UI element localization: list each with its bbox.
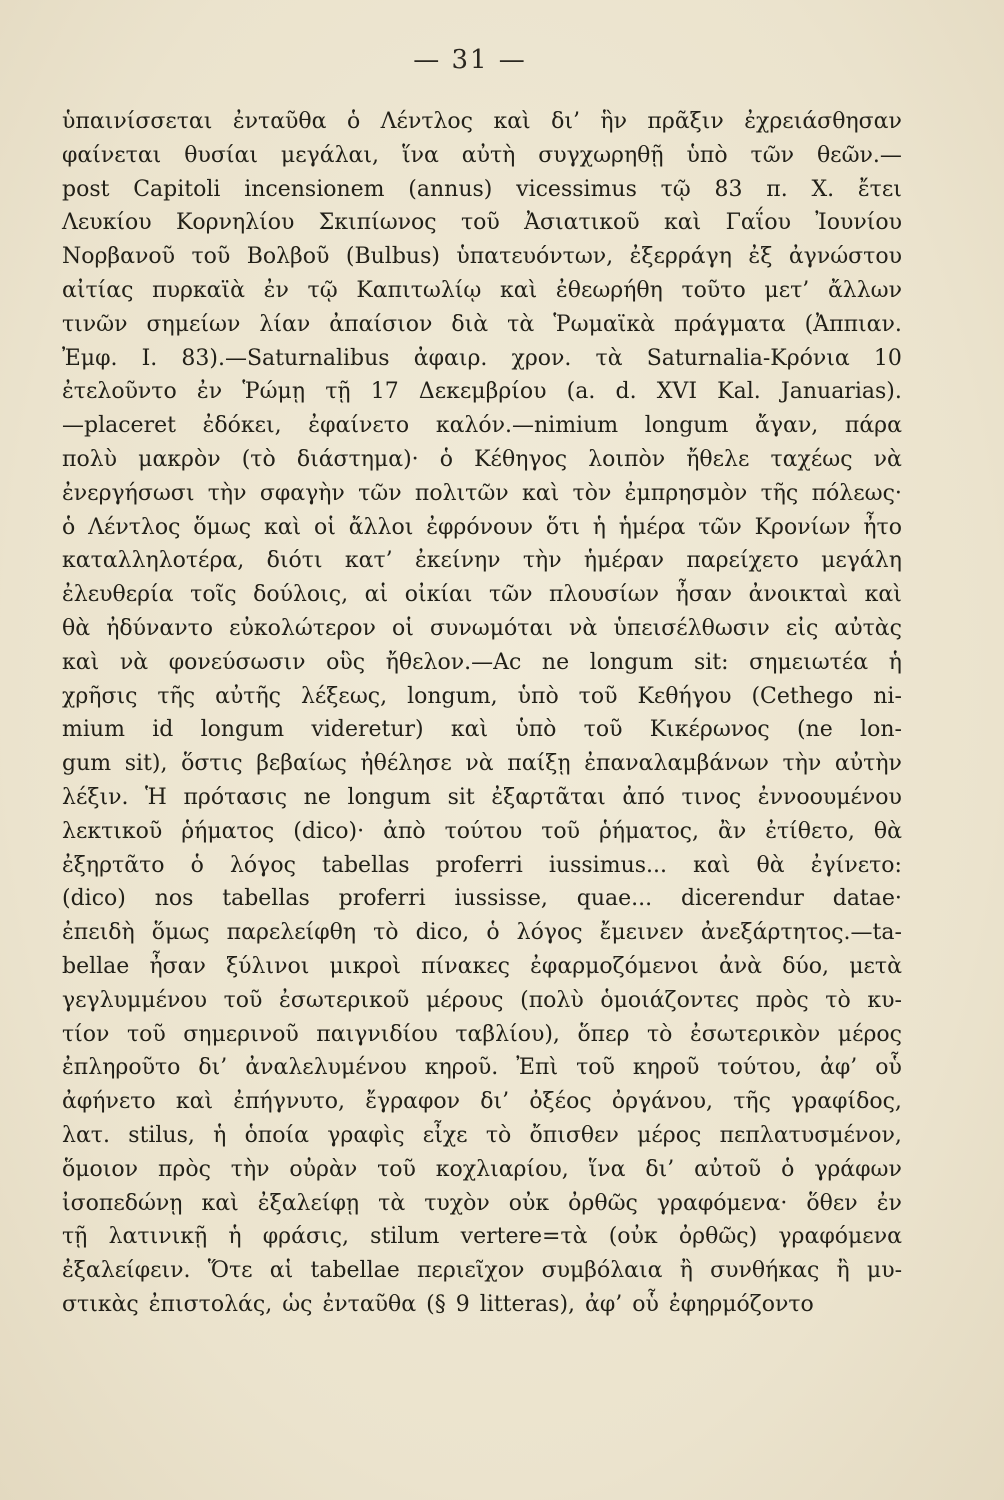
text-line: λεκτικοῦ ῥήματος (dico)· ἀπὸ τούτου τοῦ ῥήματος, ἂν ἐτίθετο, θὰ: [62, 818, 902, 844]
text-line: bellae ἦσαν ξύλινοι μικροὶ πίνακες ἐφαρμοζόμενοι ἀνὰ δύο, μετὰ: [62, 953, 902, 979]
text-line: λατ. stilus, ἡ ὁποία γραφὶς εἶχε τὸ ὄπισθεν μέρος πεπλατυσμένον,: [62, 1122, 902, 1148]
text-line: ἐνεργήσωσι τὴν σφαγὴν τῶν πολιτῶν καὶ τὸν ἐμπρησμὸν τῆς πόλεως·: [62, 480, 902, 506]
text-line: ἐξηρτᾶτο ὁ λόγος tabellas proferri iussimus... καὶ θὰ ἐγίνετο:: [62, 852, 902, 878]
text-line: ὑπαινίσσεται ἐνταῦθα ὁ Λέντλος καὶ δι’ ἣν πρᾶξιν ἐχρειάσθησαν: [62, 109, 902, 134]
text-line: post Capitoli incensionem (annus) vicessimus τῷ 83 π. Χ. ἔτει: [62, 176, 902, 202]
text-line: Λευκίου Κορνηλίου Σκιπίωνος τοῦ Ἀσιατικοῦ καὶ Γαΐου Ἰουνίου: [62, 210, 902, 236]
text-line: ἐπειδὴ ὅμως παρελείφθη τὸ dico, ὁ λόγος ἔμεινεν ἀνεξάρτητος.—ta-: [62, 920, 902, 946]
text-line: ὁ Λέντλος ὅμως καὶ οἱ ἄλλοι ἐφρόνουν ὅτι ἡ ἡμέρα τῶν Κρονίων ἦτο: [62, 514, 902, 540]
body-text: [62, 105, 902, 1322]
text-line: ἐπληροῦτο δι’ ἀναλελυμένου κηροῦ. Ἐπὶ τοῦ κηροῦ τούτου, ἀφ’ οὗ: [62, 1055, 902, 1081]
text-line: τινῶν σημείων λίαν ἀπαίσιον διὰ τὰ Ῥωμαϊκὰ πράγματα (Ἀππιαν.: [62, 311, 902, 337]
text-line: πολὺ μακρὸν (τὸ διάστημα)· ὁ Κέθηγος λοιπὸν ἤθελε ταχέως νὰ: [62, 446, 902, 472]
text-line: gum sit), ὅστις βεβαίως ἠθέλησε νὰ παίξῃ ἐπαναλαμβάνων τὴν αὐτὴν: [62, 751, 902, 777]
text-line: ἐξαλείφειν. Ὅτε αἱ tabellae περιεῖχον συμβόλαια ἢ συνθήκας ἢ μυ-: [62, 1258, 902, 1284]
text-line: θὰ ἠδύναντο εὐκολώτερον οἱ συνωμόται νὰ ὑπεισέλθωσιν εἰς αὐτὰς: [62, 615, 902, 641]
text-line: καταλληλοτέρα, διότι κατ’ ἐκείνην τὴν ἡμέραν παρείχετο μεγάλη: [62, 548, 902, 574]
text-line: αἰτίας πυρκαϊὰ ἐν τῷ Καπιτωλίῳ καὶ ἐθεωρήθη τοῦτο μετ’ ἄλλων: [62, 277, 902, 303]
text-line: τῇ λατινικῇ ἡ φράσις, stilum vertere=τὰ (οὐκ ὀρθῶς) γραφόμενα: [62, 1224, 902, 1250]
page-number: — 31 —: [413, 45, 527, 75]
text-line: —placeret ἐδόκει, ἐφαίνετο καλόν.—nimium longum ἄγαν, πάρα: [62, 413, 902, 439]
text-line: λέξιν. Ἡ πρότασις ne longum sit ἐξαρτᾶται ἀπό τινος ἐννοουμένου: [62, 784, 902, 810]
text-line: Ἐμφ. Ι. 83).—Saturnalibus ἀφαιρ. χρον. τὰ Saturnalia-Κρόνια 10: [62, 345, 902, 371]
text-line: Νορβανοῦ τοῦ Βολβοῦ (Bulbus) ὑπατευόντων, ἐξερράγη ἐξ ἀγνώστου: [62, 244, 902, 270]
text-line: τίον τοῦ σημερινοῦ παιγνιδίου ταβλίου), ὅπερ τὸ ἐσωτερικὸν μέρος: [62, 1021, 902, 1047]
text-line: στικὰς ἐπιστολάς, ὡς ἐνταῦθα (§ 9 litteras), ἀφ’ οὗ ἐφηρμόζοντο: [62, 1291, 814, 1317]
text-line: ἐλευθερία τοῖς δούλοις, αἱ οἰκίαι τῶν πλουσίων ἦσαν ἀνοικταὶ καὶ: [62, 582, 902, 608]
text-line: (dico) nos tabellas proferri iussisse, quae... dicerendur datae·: [62, 886, 902, 912]
text-line: mium id longum videretur) καὶ ὑπὸ τοῦ Κικέρωνος (ne lon-: [62, 717, 902, 743]
text-line: χρῆσις τῆς αὐτῆς λέξεως, longum, ὑπὸ τοῦ Κεθήγου (Cethego ni-: [62, 683, 902, 709]
text-line: ὅμοιον πρὸς τὴν οὐρὰν τοῦ κοχλιαρίου, ἵνα δι’ αὐτοῦ ὁ γράφων: [62, 1156, 902, 1182]
text-line: ἰσοπεδώνῃ καὶ ἐξαλείφῃ τὰ τυχὸν οὐκ ὀρθῶς γραφόμενα· ὅθεν ἐν: [62, 1190, 902, 1216]
text-line: φαίνεται θυσίαι μεγάλαι, ἵνα αὐτὴ συγχωρηθῇ ὑπὸ τῶν θεῶν.—: [62, 142, 902, 168]
text-line: γεγλυμμένου τοῦ ἐσωτερικοῦ μέρους (πολὺ ὁμοιάζοντες πρὸς τὸ κυ-: [62, 987, 902, 1013]
text-line: καὶ νὰ φονεύσωσιν οὓς ἤθελον.—Ac ne longum sit: σημειωτέα ἡ: [62, 649, 902, 675]
text-line: ἀφήνετο καὶ ἐπήγνυτο, ἔγραφον δι’ ὀξέος ὀργάνου, τῆς γραφίδος,: [62, 1089, 902, 1115]
text-line: ἐτελοῦντο ἐν Ῥώμῃ τῇ 17 Δεκεμβρίου (a. d. XVI Kal. Januarias).: [62, 379, 902, 405]
